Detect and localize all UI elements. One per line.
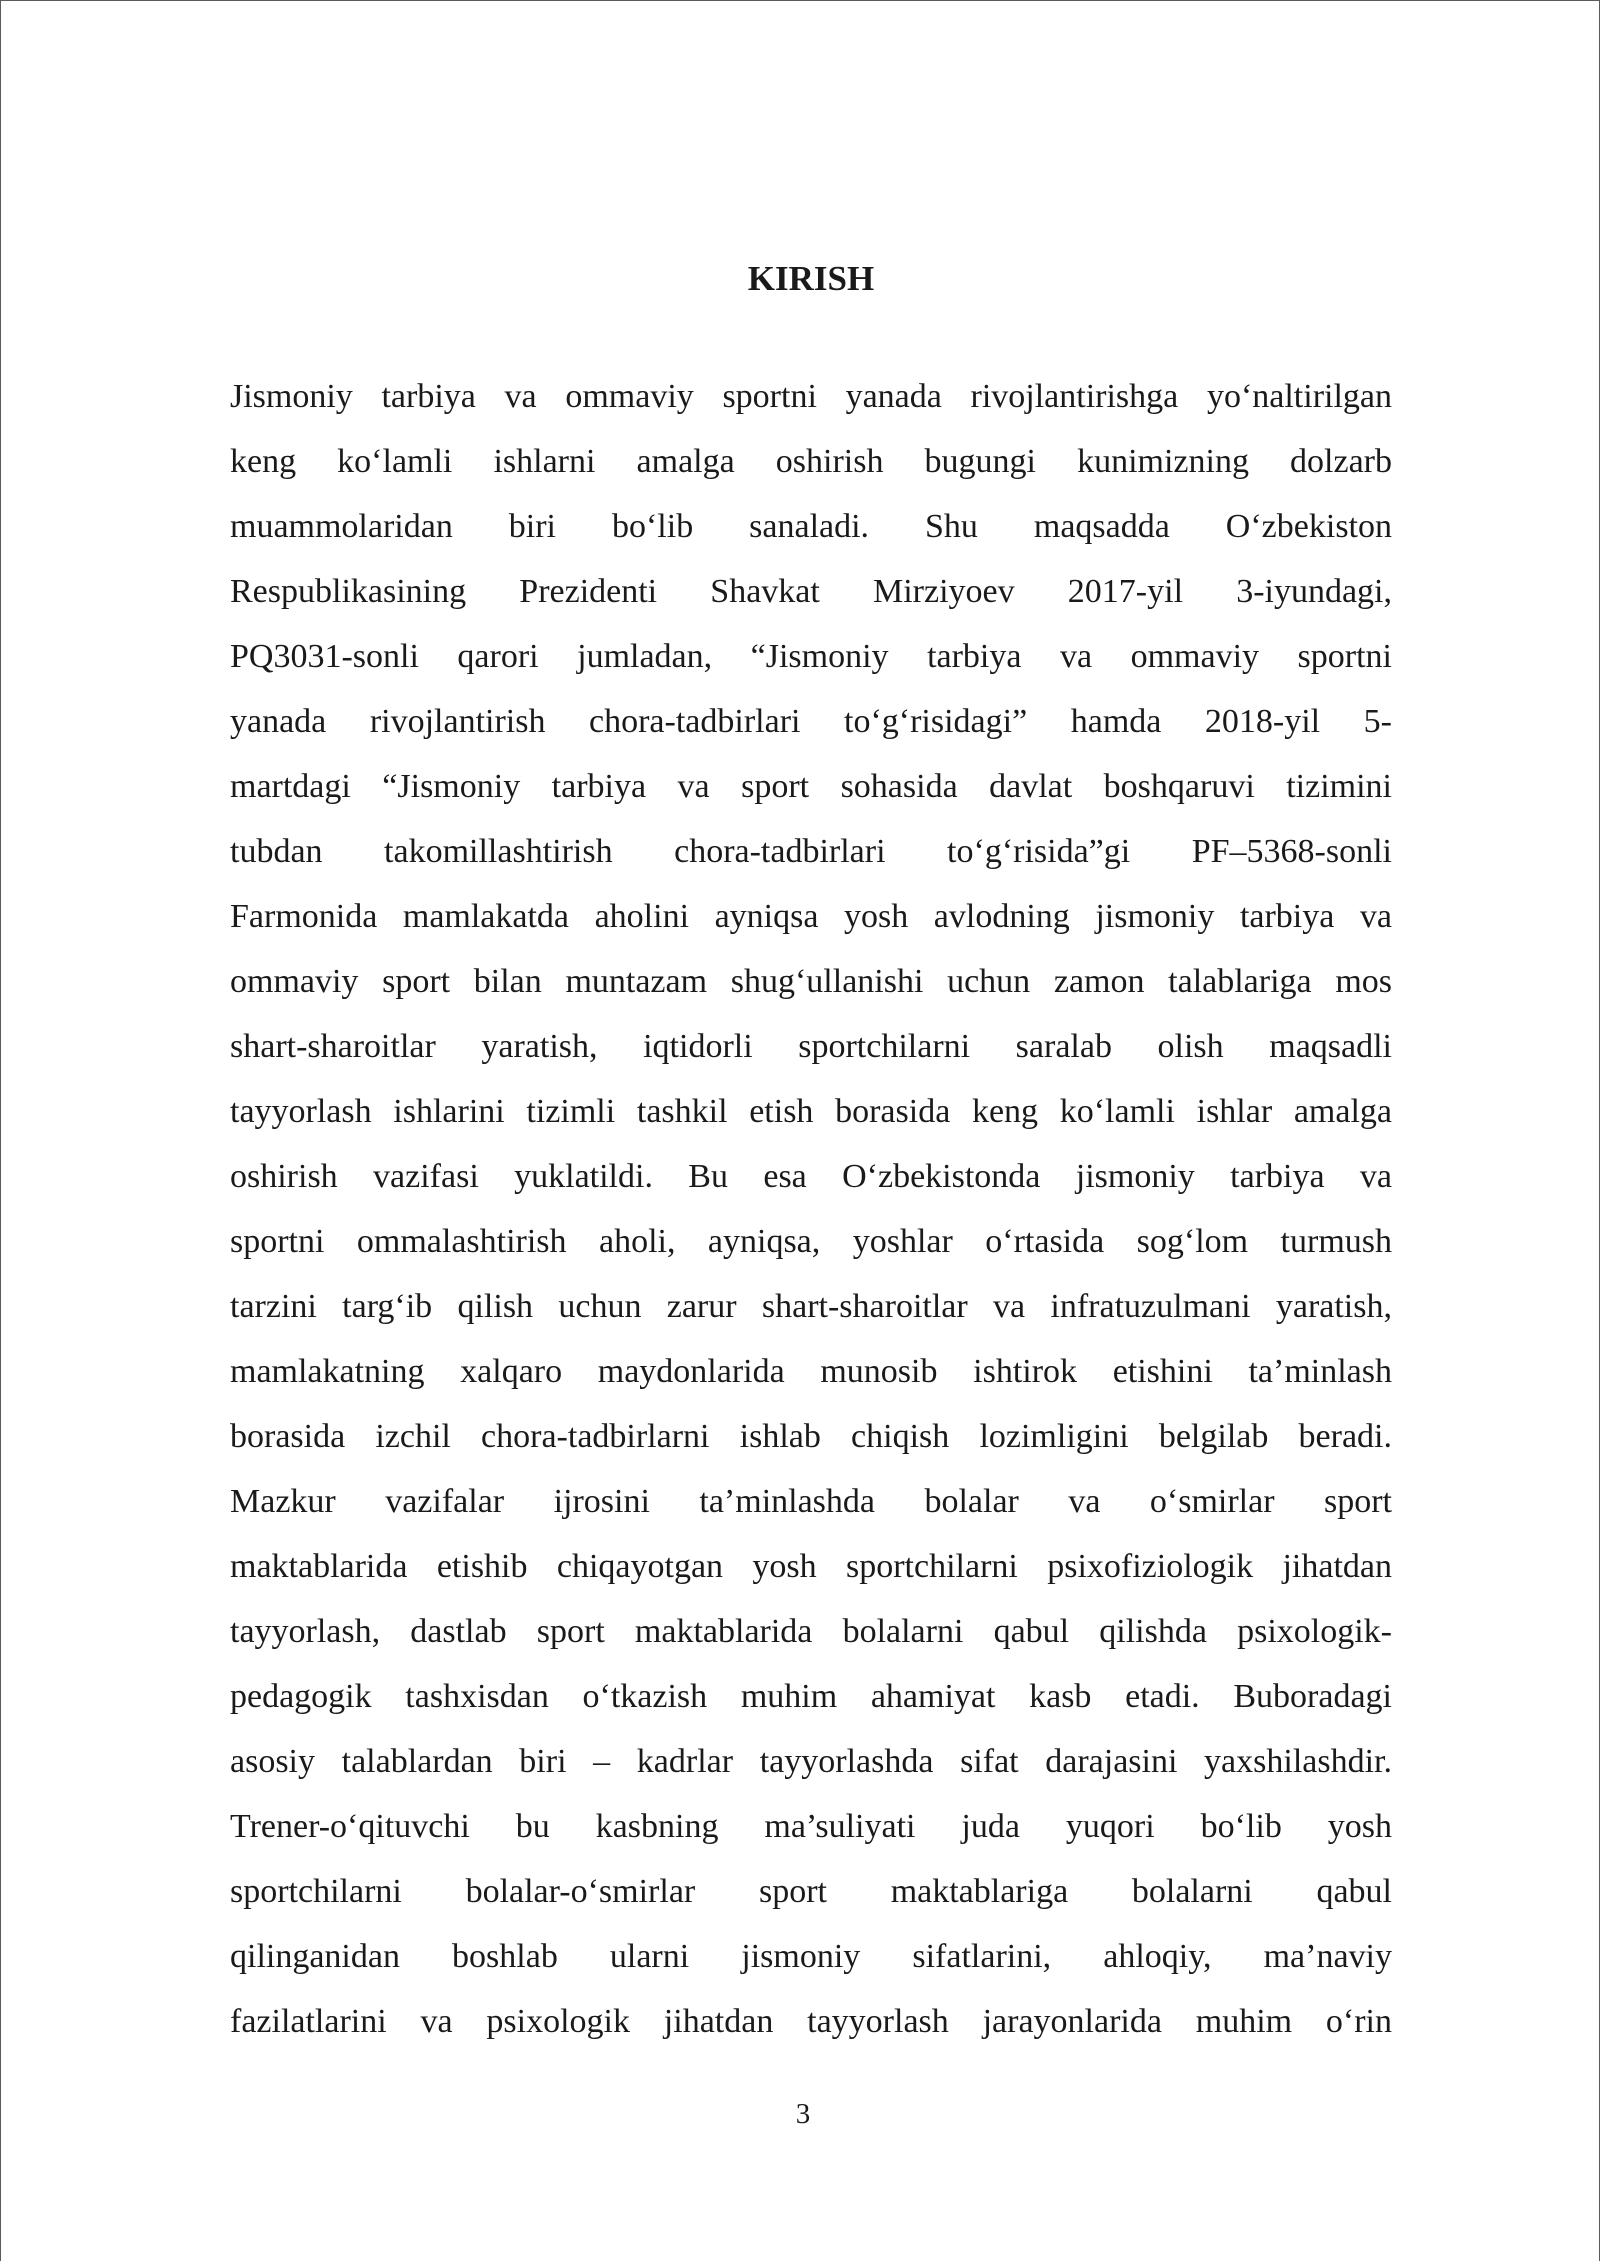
text-line: tarzini targ‘ib qilish uchun zarur shart-sharoitlar va infratuzulmani yaratish, xyxy=(230,1288,1392,1325)
text-line: Jismoniy tarbiya va ommaviy sportni yanada rivojlantirishga yo‘naltirilgan xyxy=(230,378,1392,415)
text-line: Mazkur vazifalar ijrosini ta’minlashda bolalar va o‘smirlar sport xyxy=(230,1483,1392,1520)
text-line: ommaviy sport bilan muntazam shug‘ullanishi uchun zamon talablariga mos xyxy=(230,963,1392,1000)
text-line: oshirish vazifasi yuklatildi. Bu esa O‘zbekistonda jismoniy tarbiya va xyxy=(230,1158,1392,1195)
text-line: tayyorlash ishlarini tizimli tashkil etish borasida keng ko‘lamli ishlar amalga xyxy=(230,1093,1392,1130)
body-paragraph xyxy=(230,372,1392,2062)
page-number: 3 xyxy=(795,2098,811,2130)
section-heading: KIRISH xyxy=(747,259,875,298)
text-line: keng ko‘lamli ishlarni amalga oshirish bugungi kunimizning dolzarb xyxy=(230,443,1392,480)
text-line: mamlakatning xalqaro maydonlarida munosib ishtirok etishini ta’minlash xyxy=(230,1353,1392,1390)
text-line: muammolaridan biri bo‘lib sanaladi. Shu maqsadda O‘zbekiston xyxy=(230,508,1392,545)
text-line: borasida izchil chora-tadbirlarni ishlab chiqish lozimligini belgilab beradi. xyxy=(230,1418,1392,1455)
text-line: qilinganidan boshlab ularni jismoniy sifatlarini, ahloqiy, ma’naviy xyxy=(230,1938,1392,1975)
text-line: sportni ommalashtirish aholi, ayniqsa, yoshlar o‘rtasida sog‘lom turmush xyxy=(230,1223,1392,1260)
text-line: Farmonida mamlakatda aholini ayniqsa yosh avlodning jismoniy tarbiya va xyxy=(230,898,1392,935)
text-line: shart-sharoitlar yaratish, iqtidorli sportchilarni saralab olish maqsadli xyxy=(230,1028,1392,1065)
text-line: tubdan takomillashtirish chora-tadbirlari to‘g‘risida”gi PF–5368-sonli xyxy=(230,833,1392,870)
text-line: asosiy talablardan biri – kadrlar tayyorlashda sifat darajasini yaxshilashdir. xyxy=(230,1743,1392,1780)
text-line: yanada rivojlantirish chora-tadbirlari to‘g‘risidagi” hamda 2018-yil 5- xyxy=(230,703,1392,740)
text-line: Respublikasining Prezidenti Shavkat Mirziyoev 2017-yil 3-iyundagi, xyxy=(230,573,1392,610)
text-line: fazilatlarini va psixologik jihatdan tayyorlash jarayonlarida muhim o‘rin xyxy=(230,2003,1392,2040)
text-line: maktablarida etishib chiqayotgan yosh sportchilarni psixofiziologik jihatdan xyxy=(230,1548,1392,1585)
text-line: pedagogik tashxisdan o‘tkazish muhim ahamiyat kasb etadi. Buboradagi xyxy=(230,1678,1392,1715)
text-line: tayyorlash, dastlab sport maktablarida bolalarni qabul qilishda psixologik- xyxy=(230,1613,1392,1650)
text-line: martdagi “Jismoniy tarbiya va sport sohasida davlat boshqaruvi tizimini xyxy=(230,768,1392,805)
text-line: sportchilarni bolalar-o‘smirlar sport maktablariga bolalarni qabul xyxy=(230,1873,1392,1910)
text-line: PQ3031-sonli qarori jumladan, “Jismoniy tarbiya va ommaviy sportni xyxy=(230,638,1392,675)
text-line: Trener-o‘qituvchi bu kasbning ma’suliyati juda yuqori bo‘lib yosh xyxy=(230,1808,1392,1845)
